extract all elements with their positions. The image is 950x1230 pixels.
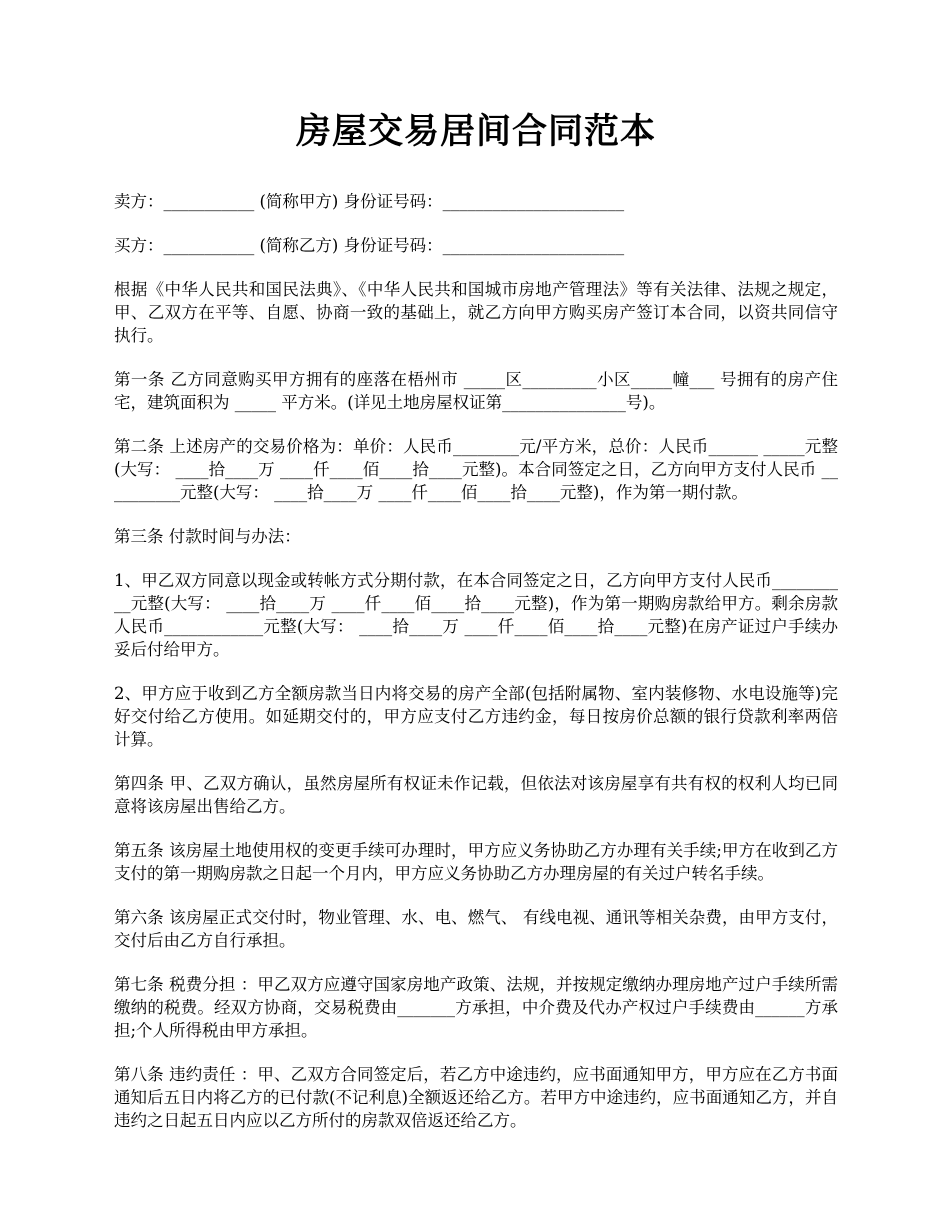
article-1: 第一条 乙方同意购买甲方拥有的座落在梧州市 _____区_________小区_____幢___ 号拥有的房产住宅，建筑面积为 _____ 平方米。(详见土地房屋权证第_______________号)。 bbox=[114, 370, 838, 412]
article-8: 第八条 违约责任 ：甲、乙双方合同签定后，若乙方中途违约，应书面通知甲方，甲方应在乙方书面通知后五日内将乙方的已付款(不记利息)全额返还给乙方。若甲方中途违约，应书面通知乙方，并自违约之日起五日内应以乙方所付的房款双倍返还给乙方。 bbox=[114, 1065, 838, 1130]
preamble-paragraph: 根据《中华人民共和国民法典》、《中华人民共和国城市房地产管理法》等有关法律、法规之规定，甲、乙双方在平等、自愿、协商一致的基础上，就乙方向甲方购买房产签订本合同，以资共同信守执行。 bbox=[114, 280, 838, 345]
seller-line: 卖方：___________ (简称甲方) 身份证号码：______________________ bbox=[114, 192, 625, 211]
article-2: 第二条 上述房产的交易价格为：单价：人民币________元/平方米，总价：人民币______ _____元整(大写： ____拾____万 ____仟____佰____拾____元整)。本合同签定之日，乙方向甲方支付人民币 __________元整(大写： ____拾____万 ____仟____佰____拾____元整)，作为第一期付款。 bbox=[114, 437, 838, 502]
article-3-heading: 第三条 付款时间与办法： bbox=[114, 527, 301, 546]
page-title: 房屋交易居间合同范本 bbox=[295, 111, 656, 152]
article-3-clause-1: 1、甲乙双方同意以现金或转帐方式分期付款，在本合同签定之日，乙方向甲方支付人民币__________元整(大写： ____拾____万 ____仟____佰____拾____元整)，作为第一期购房款给甲方。剩余房款人民币____________元整(大写： ____拾____万 ____仟____佰____拾____元整)在房产证过户手续办妥后付给甲方。 bbox=[114, 571, 838, 659]
article-5: 第五条 该房屋土地使用权的变更手续可办理时，甲方应义务协助乙方办理有关手续;甲方在收到乙方支付的第一期购房款之日起一个月内，甲方应义务协助乙方办理房屋的有关过户转名手续。 bbox=[114, 841, 838, 883]
buyer-line: 买方：___________ (简称乙方) 身份证号码：______________________ bbox=[114, 236, 625, 255]
article-6: 第六条 该房屋正式交付时，物业管理、水、电、燃气、 有线电视、通讯等相关杂费，由甲方支付，交付后由乙方自行承担。 bbox=[114, 908, 838, 950]
article-4: 第四条 甲、乙双方确认，虽然房屋所有权证未作记载，但依法对该房屋享有共有权的权利人均已同意将该房屋出售给乙方。 bbox=[114, 774, 838, 816]
article-3-clause-2: 2、甲方应于收到乙方全额房款当日内将交易的房产全部(包括附属物、室内装修物、水电设施等)完好交付给乙方使用。如延期交付的，甲方应支付乙方违约金，每日按房价总额的银行贷款利率两倍计算。 bbox=[114, 684, 838, 749]
article-7: 第七条 税费分担 ：甲乙双方应遵守国家房地产政策、法规，并按规定缴纳办理房地产过户手续所需缴纳的税费。经双方协商，交易税费由_______方承担，中介费及代办产权过户手续费由______方承担;个人所得税由甲方承担。 bbox=[114, 975, 838, 1040]
